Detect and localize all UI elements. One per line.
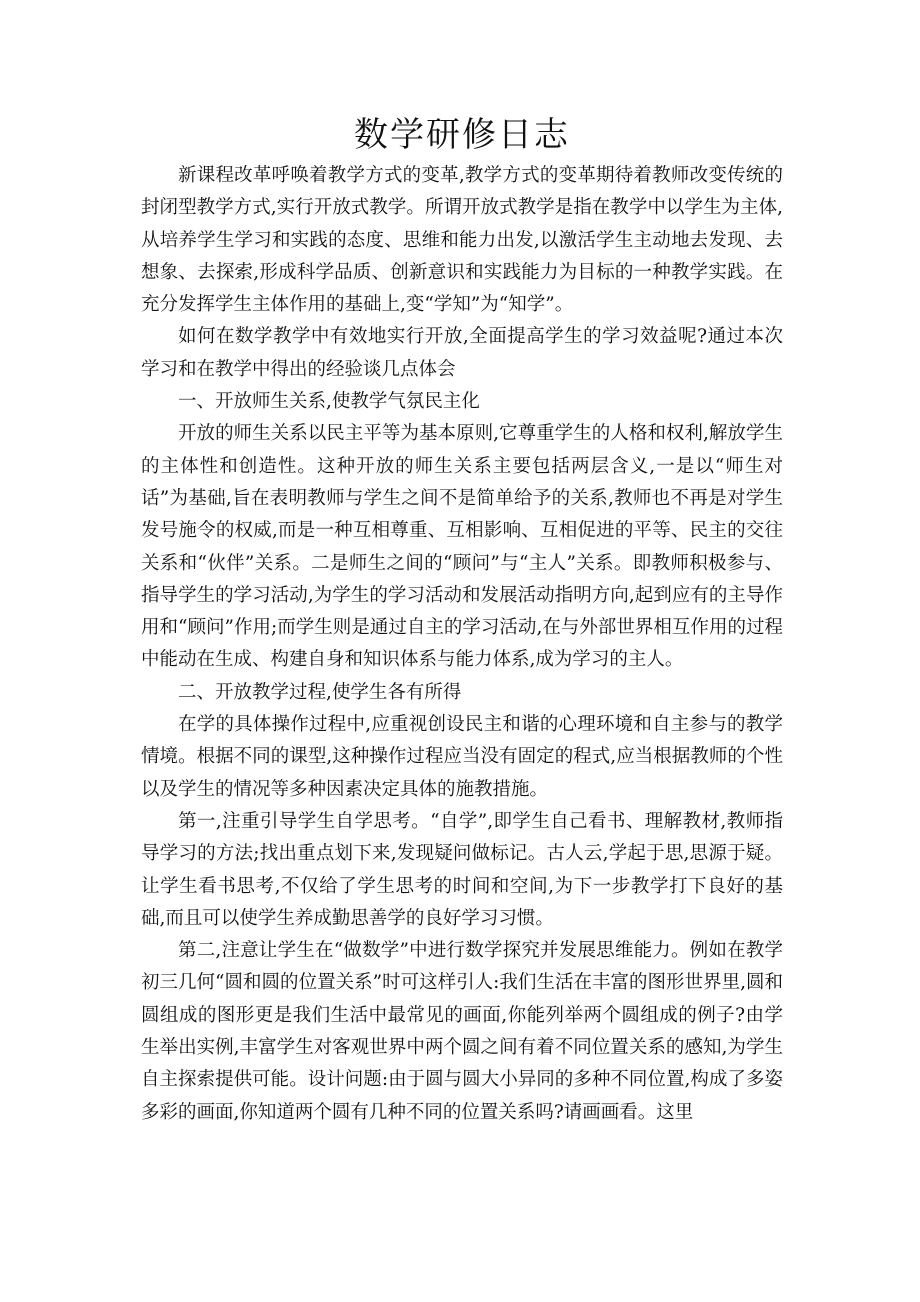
document-title: 数学研修日志 (354, 115, 570, 155)
section-heading-2: 二、开放教学过程,使学生各有所得 (178, 681, 462, 703)
paragraph-point-2: 第二,注意让学生在“做数学”中进行数学探究并发展思维能力。例如在教学初三几何“圆和圆的位置关系”时可这样引人:我们生活在丰富的图形世界里,圆和圆组成的图形更是我们生活中最常见的画面,你能列举两个圆组成的例子?由学生举出实例,丰富学生对客观世界中两个圆之间有着不同位置关系的感知,为学生自主探索提供可能。设计问题:由于圆与圆大小异同的多种不同位置,构成了多姿多彩的画面,你知道两个圆有几种不同的位置关系吗?请画画看。这里 (141, 940, 783, 1123)
paragraph-point-1: 第一,注重引导学生自学思考。“自学”,即学生自己看书、理解教材,教师指导学习的方法;找出重点划下来,发现疑问做标记。古人云,学起于思,思源于疑。让学生看书思考,不仅给了学生思考的时间和空间,为下一步教学打下良好的基础,而且可以使学生养成勤思善学的良好学习习惯。 (141, 810, 783, 929)
paragraph-teaching-process: 在学的具体操作过程中,应重视创设民主和谐的心理环境和自主参与的教学情境。根据不同的课型,这种操作过程应当没有固定的程式,应当根据教师的个性以及学生的情况等多种因素决定具体的施教措施。 (141, 714, 783, 800)
paragraph-question: 如何在数学教学中有效地实行开放,全面提高学生的学习效益呢?通过本次学习和在教学中得出的经验谈几点体会 (141, 326, 783, 380)
paragraph-teacher-student-relation: 开放的师生关系以民主平等为基本原则,它尊重学生的人格和权利,解放学生的主体性和创造性。这种开放的师生关系主要包括两层含义,一是以“师生对话”为基础,旨在表明教师与学生之间不是简单给予的关系,教师也不再是对学生发号施令的权威,而是一种互相尊重、互相影响、互相促进的平等、民主的交往关系和“伙伴”关系。二是师生之间的“顾问”与“主人”关系。即教师积极参与、指导学生的学习活动,为学生的学习活动和发展活动指明方向,起到应有的主导作用和“顾问”作用;而学生则是通过自主的学习活动,在与外部世界相互作用的过程中能动在生成、构建自身和知识体系与能力体系,成为学习的主人。 (141, 423, 783, 671)
paragraph-intro: 新课程改革呼唤着教学方式的变革,教学方式的变革期待着教师改变传统的封闭型教学方式,实行开放式教学。所谓开放式教学是指在教学中以学生为主体,从培养学生学习和实践的态度、思维和能力出发,以激活学生主动地去发现、去想象、去探索,形成科学品质、创新意识和实践能力为目标的一种教学实践。在充分发挥学生主体作用的基础上,变“学知”为“知学”。 (141, 165, 783, 316)
section-heading-1: 一、开放师生关系,使教学气氛民主化 (178, 391, 480, 413)
document-page (141, 110, 783, 1129)
